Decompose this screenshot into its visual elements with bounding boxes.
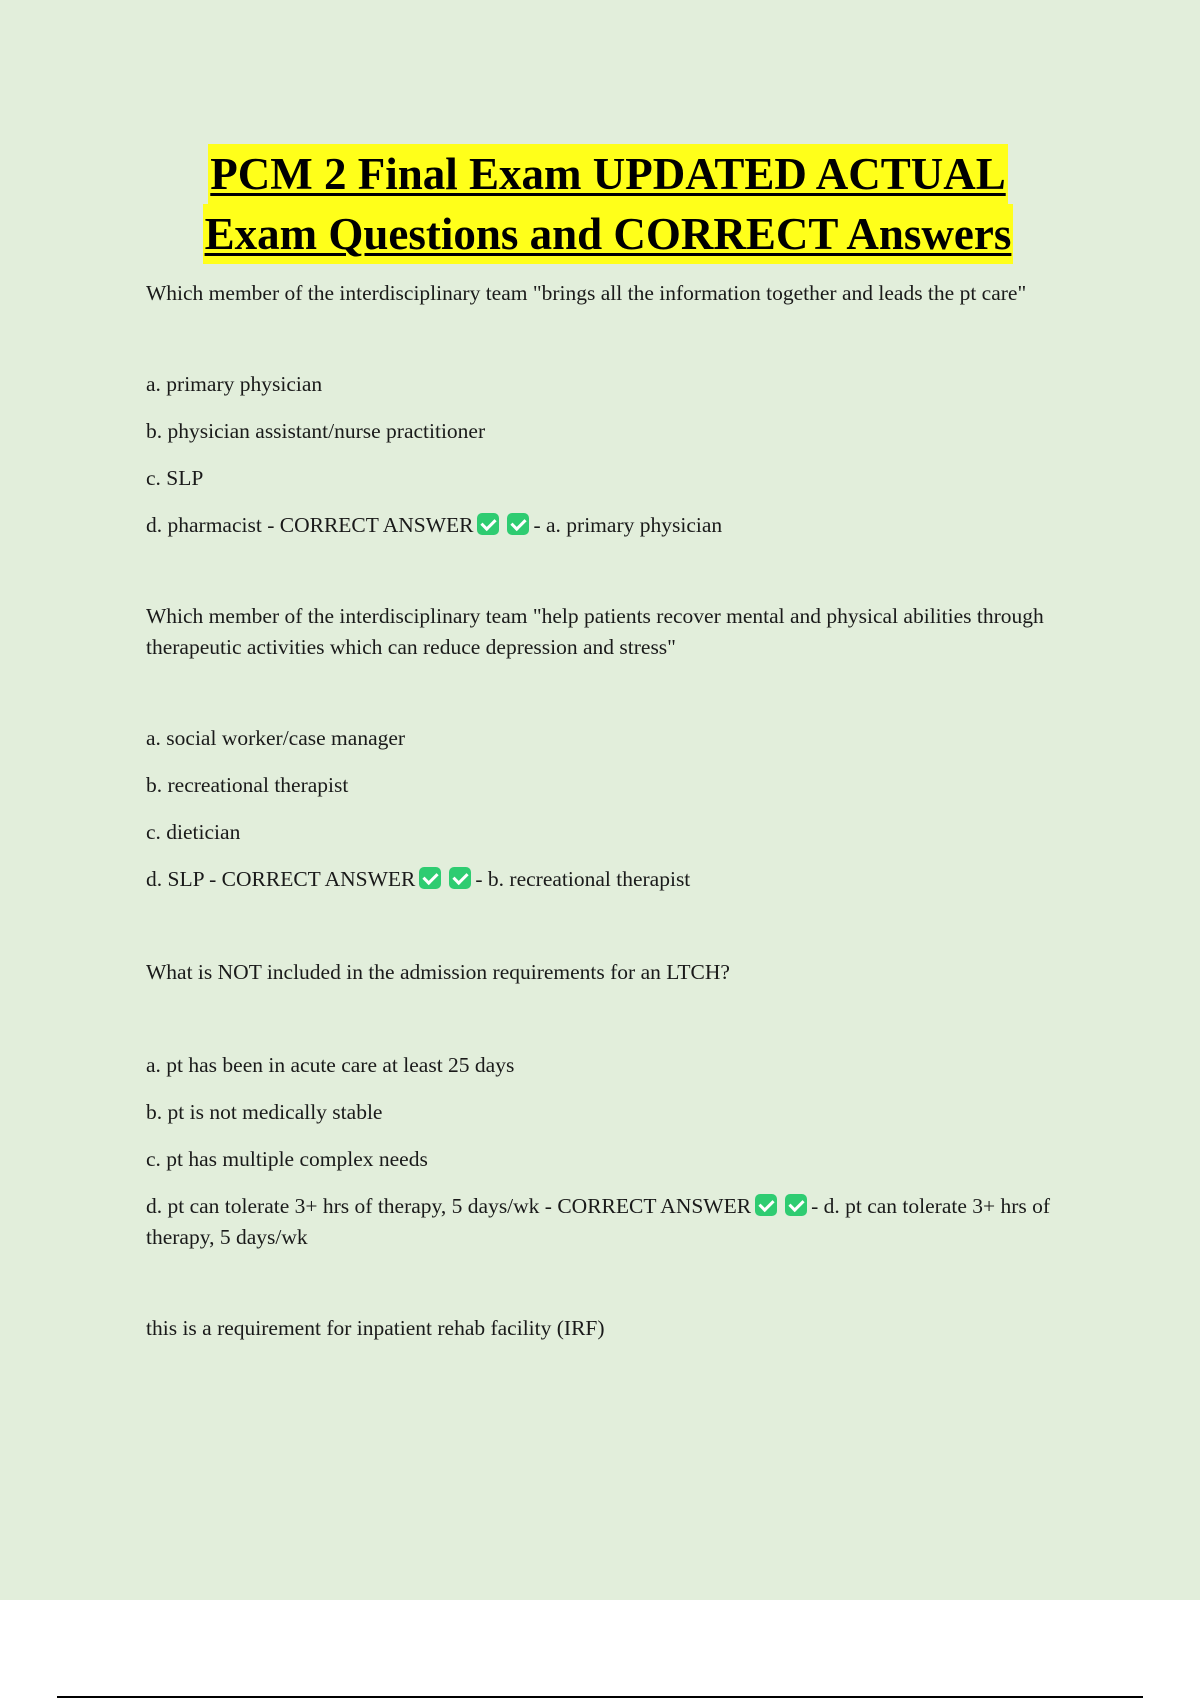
- option-a: a. pt has been in acute care at least 25 days: [146, 1053, 515, 1077]
- check-box-icon: [755, 1194, 777, 1216]
- check-box-icon: [785, 1194, 807, 1216]
- option-b: b. pt is not medically stable: [146, 1100, 383, 1124]
- correct-answer: - a. primary physician: [533, 513, 723, 537]
- option-d: d. pt can tolerate 3+ hrs of therapy, 5 days/wk - CORRECT ANSWER: [146, 1194, 752, 1218]
- option-d-with-answer: [146, 1191, 1090, 1253]
- option-c: c. dietician: [146, 820, 241, 844]
- option-d-with-answer: [146, 864, 1090, 895]
- question-stem: What is NOT included in the admission requirements for an LTCH?: [146, 960, 730, 984]
- option-d-with-answer: [146, 510, 1090, 541]
- question-2: [146, 601, 1090, 895]
- title-line-1: PCM 2 Final Exam UPDATED ACTUAL: [208, 144, 1007, 204]
- check-box-icon: [419, 867, 441, 889]
- option-b: b. physician assistant/nurse practitioner: [146, 419, 486, 443]
- option-c: c. SLP: [146, 466, 204, 490]
- option-b: b. recreational therapist: [146, 773, 349, 797]
- title-line-2: Exam Questions and CORRECT Answers: [203, 204, 1014, 264]
- question-stem: Which member of the interdisciplinary team "brings all the information together and leads the pt care": [146, 281, 1027, 305]
- footer-divider: [57, 1696, 1143, 1698]
- option-d: d. pharmacist - CORRECT ANSWER: [146, 513, 474, 537]
- option-c: c. pt has multiple complex needs: [146, 1147, 428, 1171]
- correct-answer: - b. recreational therapist: [475, 867, 691, 891]
- check-box-icon: [449, 867, 471, 889]
- option-a: a. primary physician: [146, 372, 323, 396]
- question-3: [146, 957, 1090, 1253]
- question-1: [146, 278, 1090, 541]
- option-d: d. SLP - CORRECT ANSWER: [146, 867, 416, 891]
- question-stem: Which member of the interdisciplinary team "help patients recover mental and physical abilities through therapeutic activities which can reduce depression and stress": [146, 604, 1044, 659]
- option-a: a. social worker/case manager: [146, 726, 406, 750]
- check-box-icon: [477, 513, 499, 535]
- document-body: [146, 278, 1090, 1344]
- document-title: [0, 144, 1200, 264]
- explanation-note: this is a requirement for inpatient rehab facility (IRF): [146, 1316, 605, 1340]
- correct-answer: - d. pt can tolerate 3+ hrs of therapy, 5 days/wk: [146, 1194, 1051, 1249]
- check-box-icon: [507, 513, 529, 535]
